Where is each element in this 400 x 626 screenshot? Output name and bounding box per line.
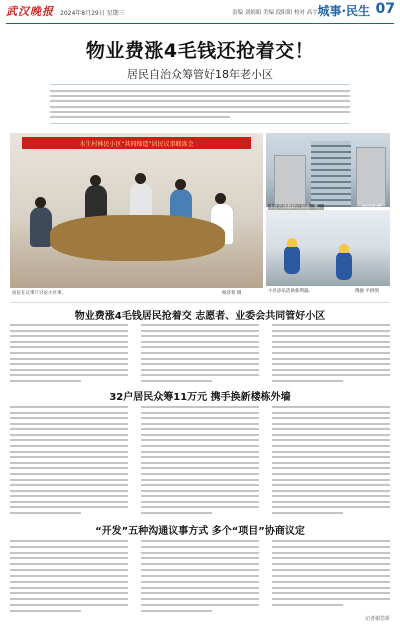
worker-figure bbox=[284, 246, 300, 274]
section-1-column-1 bbox=[10, 324, 128, 382]
meeting-photo bbox=[10, 133, 263, 288]
lede-box bbox=[50, 84, 350, 124]
section-3-title: “开发”五种沟通议事方式 多个“项目”协商议定 bbox=[95, 526, 305, 537]
person-head bbox=[90, 175, 101, 186]
date-text: 2024年8月29日 bbox=[60, 10, 105, 17]
person-head bbox=[35, 197, 46, 208]
subheadline: 居民自治众筹管好18年老小区 bbox=[127, 68, 273, 81]
section-2-column-3 bbox=[272, 406, 390, 514]
section-1-column-3 bbox=[272, 324, 390, 382]
section-1-title: 物业费涨4毛钱居民抢着交 志愿者、业委会共同管好小区 bbox=[74, 311, 326, 322]
meeting-table bbox=[50, 215, 225, 261]
person-head bbox=[175, 179, 186, 190]
workers-photo-caption: 小区添乐活助新利器。 bbox=[268, 289, 313, 294]
scaffold-shape bbox=[311, 141, 351, 207]
section-2-column-1 bbox=[10, 406, 128, 514]
section-3-column-1 bbox=[10, 540, 128, 612]
hardhat-shape bbox=[339, 244, 349, 253]
meeting-photo-caption: 居民在议事厅讨论小区事。 bbox=[12, 291, 66, 296]
section-2-column-2 bbox=[141, 406, 259, 514]
masthead bbox=[0, 0, 400, 24]
section-tag: 城事·民生 bbox=[317, 4, 370, 18]
workers-photo-credit: 傅骏 平供图 bbox=[355, 289, 379, 294]
section-3-column-2 bbox=[141, 540, 259, 612]
workers-photo bbox=[266, 210, 390, 286]
building-photo-caption: 小区外墙翻新后面貌一新。 bbox=[269, 205, 323, 210]
headline: 物业费涨4毛钱还抢着交！ bbox=[85, 40, 315, 62]
meeting-banner: 水生村林民小区“共同缔造”居民议事联席会 bbox=[22, 137, 251, 149]
lede-placeholder-lines bbox=[50, 90, 350, 118]
section-3-column-3 bbox=[272, 540, 390, 606]
building-photo-credit: 杨济希 摄 bbox=[362, 205, 382, 210]
weekday-text: 星期三 bbox=[106, 10, 125, 17]
section-divider bbox=[10, 302, 390, 303]
building-shape bbox=[356, 147, 386, 207]
worker-figure bbox=[336, 252, 352, 280]
person-figure bbox=[30, 207, 52, 247]
page-number: 07 bbox=[375, 1, 395, 17]
newspaper-name: 武汉晚报 bbox=[6, 5, 54, 18]
meeting-photo-credit: 杨济希 摄 bbox=[222, 291, 242, 296]
masthead-rule bbox=[6, 23, 394, 24]
publication-date bbox=[60, 8, 125, 17]
person-head bbox=[215, 193, 226, 204]
editor-credits: 责编 刘娟娟 美编 段阳阳 校对 高宇 bbox=[232, 10, 318, 16]
hardhat-shape bbox=[287, 238, 297, 247]
byline: 记者谢思妍 bbox=[364, 616, 390, 622]
building-shape bbox=[274, 155, 306, 207]
building-photo bbox=[266, 133, 390, 207]
section-2-title: 32户居民众筹11万元 携手换新楼栋外墙 bbox=[109, 392, 291, 403]
section-1-column-2 bbox=[141, 324, 259, 382]
person-head bbox=[135, 173, 146, 184]
